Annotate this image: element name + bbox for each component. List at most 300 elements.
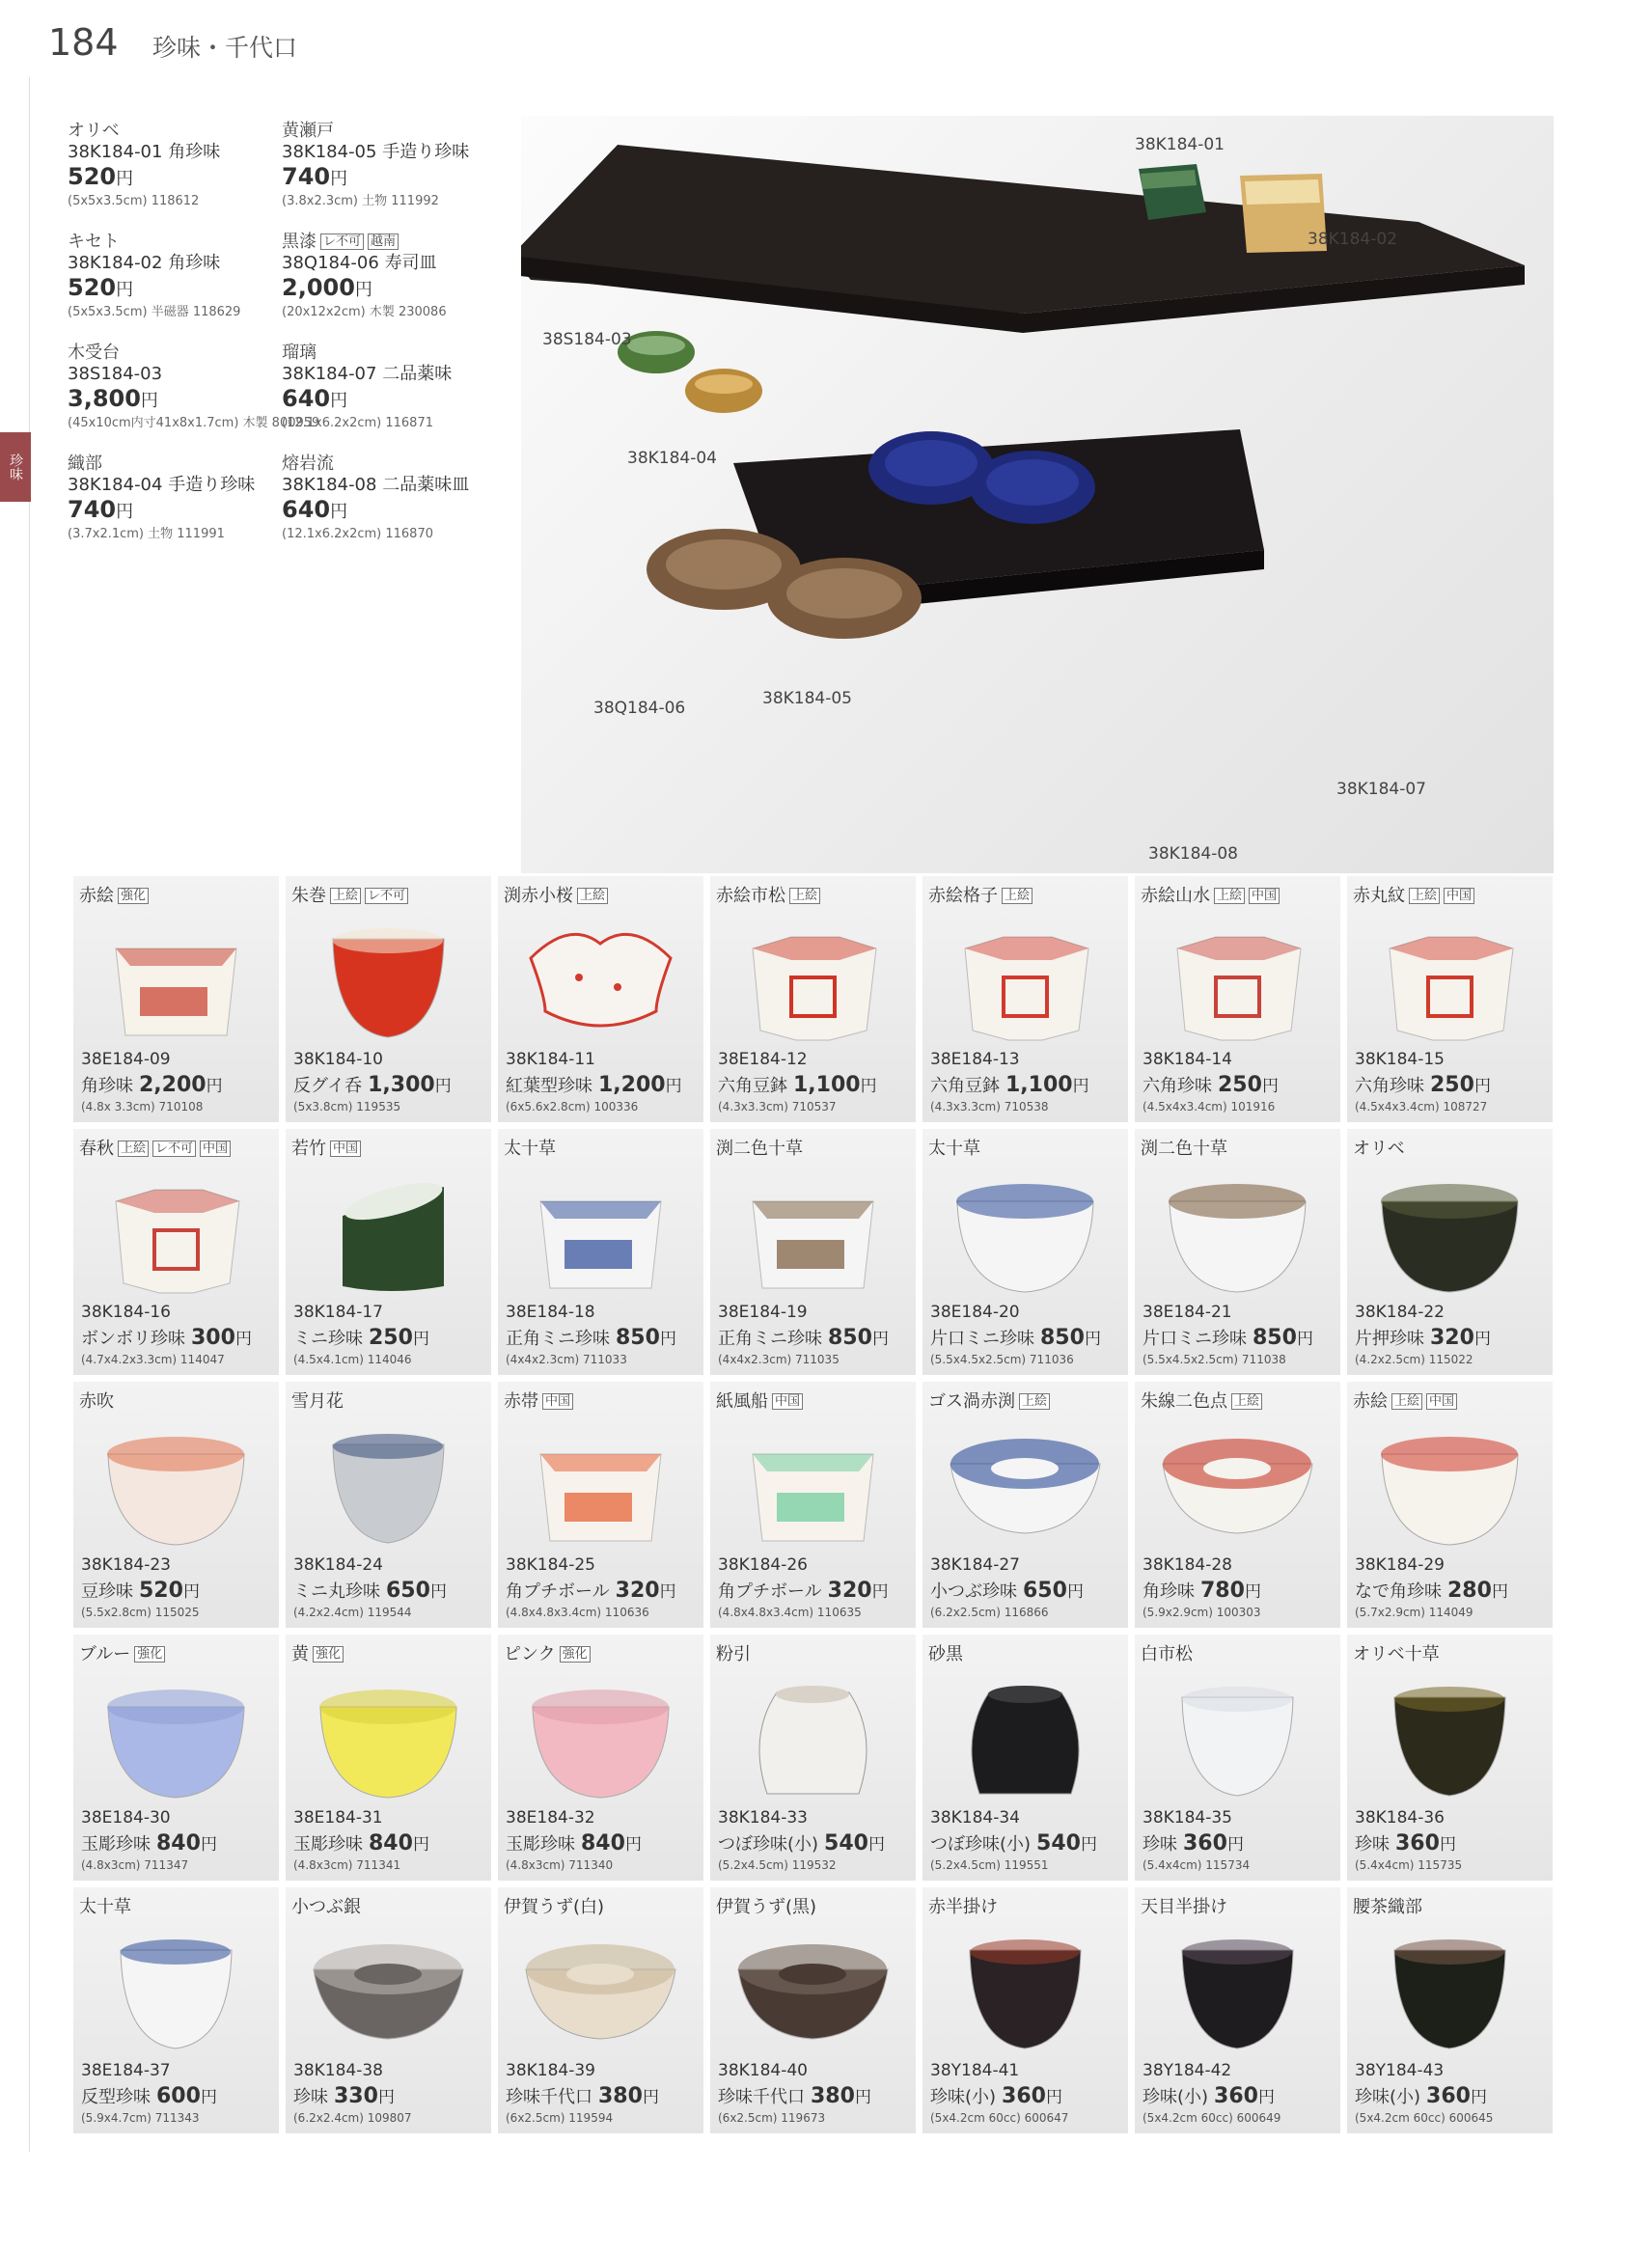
- product-code: 38K184-02: [68, 253, 163, 273]
- spec-tag: 上絵: [1214, 888, 1245, 904]
- glaze-text: 太十草: [79, 1897, 131, 1917]
- square-dish-rim: [753, 1201, 873, 1219]
- product-name: 珍味: [1355, 1834, 1390, 1855]
- product-name-line: [718, 2083, 871, 2108]
- product-name-line: [506, 1830, 642, 1855]
- price-value: 850: [616, 1326, 660, 1350]
- code-line: [68, 142, 280, 163]
- spec-tag: 上絵: [1409, 888, 1440, 904]
- square-dish-pattern: [777, 1240, 844, 1269]
- product-code: 38K184-40: [718, 2061, 808, 2080]
- product-card[interactable]: [498, 1887, 703, 2133]
- product-code: 38E184-30: [81, 1808, 171, 1828]
- price-value: 540: [824, 1831, 868, 1855]
- bowl-rim: [956, 1184, 1093, 1219]
- price-value: 840: [369, 1831, 413, 1855]
- product-code: 38E184-20: [930, 1303, 1020, 1322]
- product-card[interactable]: [1135, 1129, 1340, 1375]
- glaze-text: 粉引: [716, 1644, 751, 1664]
- spec-tag: 中国: [542, 1393, 573, 1410]
- product-name-line: [506, 1072, 682, 1097]
- product-name-line: [81, 1072, 223, 1097]
- product-code: 38K184-08: [282, 475, 377, 495]
- product-code: 38K184-15: [1355, 1050, 1445, 1069]
- product-name: 二品薬味: [382, 364, 453, 384]
- price-currency: 円: [871, 1330, 889, 1349]
- product-card[interactable]: [922, 1887, 1128, 2133]
- featured-item: [68, 121, 280, 209]
- product-code: 38K184-33: [718, 1808, 808, 1828]
- product-code: 38K184-07: [282, 364, 377, 384]
- glaze-label: [1141, 1640, 1193, 1665]
- product-name: 玉彫珍味: [81, 1834, 151, 1855]
- spec-tag: 上絵: [577, 888, 608, 904]
- product-photo: [1148, 910, 1327, 1050]
- product-card[interactable]: [286, 876, 491, 1122]
- product-card[interactable]: [498, 876, 703, 1122]
- spec-tag: 中国: [1426, 1393, 1457, 1410]
- product-name: 角珍味: [168, 142, 221, 162]
- product-card[interactable]: [286, 1887, 491, 2133]
- product-code: 38K184-05: [282, 142, 377, 162]
- product-name-line: [1143, 2083, 1275, 2108]
- glaze-text: 赤絵: [1353, 1391, 1388, 1412]
- product-card[interactable]: [498, 1382, 703, 1628]
- product-photo: [1148, 1921, 1327, 2061]
- price-currency: 円: [182, 1582, 200, 1602]
- product-spec: (20x12x2cm) 木製 230086: [282, 305, 447, 319]
- price: [282, 274, 494, 304]
- glaze-text: 黄瀬戸: [282, 121, 334, 141]
- product-name: ボンボリ珍味: [81, 1329, 185, 1349]
- product-card[interactable]: [710, 1887, 916, 2133]
- product-photo: [511, 910, 690, 1050]
- product-code: 38Y184-43: [1355, 2061, 1445, 2080]
- product-photo: [299, 1921, 478, 2061]
- product-name: 六角珍味: [1355, 1076, 1424, 1096]
- spec-tag: 強化: [118, 888, 149, 904]
- cup-rim: [1182, 1687, 1292, 1712]
- bowl-rim: [1381, 1437, 1518, 1471]
- product-code: 38K184-29: [1355, 1555, 1445, 1575]
- price: [68, 274, 280, 304]
- product-spec: (4.8x3cm) 711340: [506, 1858, 614, 1872]
- product-card[interactable]: [922, 876, 1128, 1122]
- product-card[interactable]: [286, 1382, 491, 1628]
- product-card[interactable]: [1135, 876, 1340, 1122]
- price-value: 250: [1430, 1073, 1474, 1097]
- glaze-label: [716, 1640, 751, 1665]
- product-spec: (5.9x2.9cm) 100303: [1143, 1606, 1261, 1619]
- product-spec: (3.8x2.3cm) 土物 111992: [282, 194, 439, 208]
- product-name-line: [930, 1578, 1084, 1603]
- bowl-rim: [1169, 1184, 1306, 1219]
- cup-body: [121, 1950, 232, 2048]
- product-card[interactable]: [286, 1635, 491, 1881]
- price-currency: 円: [1296, 1330, 1313, 1349]
- product-spec: (6x5.6x2.8cm) 100336: [506, 1100, 639, 1113]
- product-code: 38Q184-06: [282, 253, 379, 273]
- cup-rim: [121, 1939, 231, 1965]
- product-spec: (6x2.5cm) 119594: [506, 2111, 614, 2125]
- glaze-label: [504, 1640, 591, 1665]
- spec-tag: 上絵: [1002, 888, 1032, 904]
- lava-dish-left-inner: [666, 539, 782, 590]
- product-card[interactable]: [710, 1129, 916, 1375]
- product-name-line: [1143, 1072, 1279, 1097]
- glaze-label: [1141, 882, 1280, 907]
- price-value: 300: [191, 1326, 235, 1350]
- product-spec: (6.2x2.5cm) 116866: [930, 1606, 1049, 1619]
- product-card[interactable]: [922, 1382, 1128, 1628]
- product-card[interactable]: [1347, 1382, 1553, 1628]
- product-card[interactable]: [1347, 1887, 1553, 2133]
- photo-label: 38K184-02: [1308, 230, 1397, 249]
- product-photo: [299, 1668, 478, 1808]
- product-name: 珍味千代口: [506, 2087, 592, 2107]
- product-card[interactable]: [286, 1129, 491, 1375]
- product-name-line: [81, 2083, 217, 2108]
- glaze-text: 赤帯: [504, 1391, 538, 1412]
- cup-rim: [333, 1434, 443, 1459]
- glaze-text: 渕二色十草: [1141, 1139, 1227, 1159]
- featured-item: [282, 454, 494, 542]
- glaze-label: [928, 1388, 1050, 1413]
- glaze-label: [68, 454, 280, 475]
- sidebar-tab[interactable]: 珍味: [0, 432, 31, 502]
- price-currency: 円: [1470, 2088, 1487, 2107]
- product-card[interactable]: [710, 1635, 916, 1881]
- product-name: 六角珍味: [1143, 1076, 1212, 1096]
- glaze-label: [68, 232, 280, 253]
- product-code: 38E184-19: [718, 1303, 808, 1322]
- glaze-text: 天目半掛け: [1141, 1897, 1227, 1917]
- product-name: 珍味(小): [930, 2087, 997, 2107]
- price-value: 360: [1214, 2084, 1258, 2108]
- cup-body: [333, 939, 444, 1037]
- price-currency: 円: [434, 1077, 452, 1096]
- product-code: 38K184-16: [81, 1303, 171, 1322]
- glaze-text: 伊賀うず(白): [504, 1897, 605, 1917]
- product-card[interactable]: [498, 1129, 703, 1375]
- price-value: 520: [139, 1579, 183, 1603]
- price-value: 840: [581, 1831, 625, 1855]
- product-photo: [724, 1921, 902, 2061]
- product-card[interactable]: [73, 1887, 279, 2133]
- price-value: 520: [68, 274, 117, 301]
- cup-body: [1394, 1950, 1505, 2048]
- product-spec: (6.2x2.4cm) 109807: [293, 2111, 412, 2125]
- glaze-label: [282, 454, 494, 475]
- spec-tag: 中国: [200, 1141, 231, 1157]
- product-photo: [87, 910, 265, 1050]
- product-spec: (5.4x4cm) 115734: [1143, 1858, 1251, 1872]
- price-value: 330: [334, 2084, 378, 2108]
- product-spec: (5.4x4cm) 115735: [1355, 1858, 1463, 1872]
- glaze-text: 朱巻: [291, 886, 326, 906]
- price: [282, 163, 494, 193]
- product-code: 38K184-35: [1143, 1808, 1232, 1828]
- product-photo: [724, 1668, 902, 1808]
- glaze-text: 瑠璃: [282, 343, 317, 363]
- glaze-text: 赤絵山水: [1141, 886, 1210, 906]
- glaze-text: オリベ: [1353, 1139, 1405, 1159]
- price-currency: 円: [429, 1582, 447, 1602]
- kizeto-cup-rim: [695, 374, 753, 394]
- price-value: 740: [282, 163, 331, 190]
- glaze-text: ピンク: [504, 1644, 556, 1664]
- product-card[interactable]: [73, 876, 279, 1122]
- price-value: 320: [1430, 1326, 1474, 1350]
- shallow-bowl-center: [779, 1964, 846, 1985]
- product-name-line: [293, 2083, 395, 2108]
- product-spec: (5x5x3.5cm) 半磁器 118629: [68, 305, 241, 319]
- price-value: 640: [282, 385, 331, 412]
- product-code: 38E184-37: [81, 2061, 171, 2080]
- price-currency: 円: [412, 1835, 429, 1855]
- featured-photo-art: [521, 116, 1554, 873]
- product-photo: [936, 910, 1115, 1050]
- product-card[interactable]: [922, 1635, 1128, 1881]
- product-name-line: [718, 1578, 889, 1603]
- photo-label: 38K184-05: [762, 689, 852, 708]
- glaze-label: [291, 1893, 361, 1918]
- price-currency: 円: [1491, 1582, 1508, 1602]
- price-value: 840: [156, 1831, 201, 1855]
- product-card[interactable]: [73, 1129, 279, 1375]
- photo-label: 38K184-01: [1135, 135, 1225, 154]
- product-name: 反型珍味: [81, 2087, 151, 2107]
- glaze-label: [928, 1135, 980, 1160]
- glaze-label: [1353, 1388, 1457, 1413]
- product-code: 38E184-13: [930, 1050, 1020, 1069]
- product-card[interactable]: [710, 1382, 916, 1628]
- price: [68, 163, 280, 193]
- cup-rim: [1394, 1687, 1504, 1712]
- price-currency: 円: [1244, 1582, 1261, 1602]
- glaze-label: [291, 882, 408, 907]
- product-card[interactable]: [710, 876, 916, 1122]
- product-spec: (4.5x4x3.4cm) 108727: [1355, 1100, 1488, 1113]
- product-name-line: [293, 1578, 447, 1603]
- glaze-label: [79, 1388, 114, 1413]
- price-value: 780: [1200, 1579, 1245, 1603]
- photo-label: 38Q184-06: [593, 699, 686, 718]
- price-value: 650: [386, 1579, 430, 1603]
- product-name-line: [930, 1072, 1089, 1097]
- spec-tag: 上絵: [1019, 1393, 1050, 1410]
- product-card[interactable]: [1347, 1635, 1553, 1881]
- product-spec: (5.2x4.5cm) 119551: [930, 1858, 1049, 1872]
- glaze-text: 雪月花: [291, 1391, 344, 1412]
- product-name: つぼ珍味(小): [930, 1834, 1032, 1855]
- product-photo: [1361, 1163, 1539, 1303]
- product-code: 38K184-14: [1143, 1050, 1232, 1069]
- spec-tag: 上絵: [118, 1141, 149, 1157]
- square-dish-pattern: [140, 987, 207, 1016]
- sidebar-rule: [29, 77, 30, 2152]
- price-currency: 円: [1226, 1835, 1244, 1855]
- glaze-label: [928, 882, 1032, 907]
- product-name: 角珍味: [81, 1076, 133, 1096]
- glaze-label: [716, 882, 820, 907]
- price-currency: 円: [330, 391, 348, 411]
- price-value: 250: [369, 1326, 413, 1350]
- product-card[interactable]: [1347, 876, 1553, 1122]
- product-spec: (4.8x 3.3cm) 710108: [81, 1100, 204, 1113]
- featured-photo: [521, 116, 1554, 873]
- product-code: 38E184-09: [81, 1050, 171, 1069]
- product-spec: (3.7x2.1cm) 土物 111991: [68, 527, 225, 541]
- product-name: 小つぶ珍味: [930, 1581, 1017, 1602]
- glaze-text: 赤絵: [79, 886, 114, 906]
- product-card[interactable]: [1347, 1129, 1553, 1375]
- product-spec: (4.8x4.8x3.4cm) 110635: [718, 1606, 862, 1619]
- product-photo: [1361, 1921, 1539, 2061]
- product-photo: [724, 910, 902, 1050]
- product-card[interactable]: [1135, 1382, 1340, 1628]
- price: [282, 385, 494, 415]
- product-photo: [511, 1668, 690, 1808]
- product-photo: [724, 1416, 902, 1555]
- price-value: 360: [1183, 1831, 1227, 1855]
- product-name-line: [1143, 1830, 1244, 1855]
- price-value: 320: [615, 1579, 660, 1603]
- product-card[interactable]: [498, 1635, 703, 1881]
- product-spec: (5x4.2cm 60cc) 600647: [930, 2111, 1069, 2125]
- glaze-text: 伊賀うず(黒): [716, 1897, 817, 1917]
- price-currency: 円: [1045, 2088, 1062, 2107]
- product-card[interactable]: [73, 1635, 279, 1881]
- product-spec: (5.5x2.8cm) 115025: [81, 1606, 200, 1619]
- price-currency: 円: [665, 1077, 682, 1096]
- product-name: ミニ丸珍味: [293, 1581, 380, 1602]
- product-card[interactable]: [73, 1382, 279, 1628]
- price-value: 360: [1426, 2084, 1471, 2108]
- product-photo: [299, 1163, 478, 1303]
- product-code: 38E184-18: [506, 1303, 595, 1322]
- glaze-label: [291, 1135, 361, 1160]
- product-code: 38K184-34: [930, 1808, 1020, 1828]
- featured-item: [68, 454, 280, 542]
- glaze-text: 若竹: [291, 1139, 326, 1159]
- product-code: 38Y184-42: [1143, 2061, 1232, 2080]
- glaze-text: 熔岩流: [282, 454, 334, 474]
- product-name: 二品薬味皿: [382, 475, 470, 495]
- code-line: [282, 253, 494, 274]
- product-card[interactable]: [1135, 1635, 1340, 1881]
- product-photo: [299, 910, 478, 1050]
- product-name: 紅葉型珍味: [506, 1076, 592, 1096]
- price-currency: 円: [1257, 2088, 1275, 2107]
- price-currency: 円: [1473, 1330, 1491, 1349]
- product-name: 珍味千代口: [718, 2087, 805, 2107]
- product-spec: (5.5x4.5x2.5cm) 711036: [930, 1353, 1074, 1366]
- product-photo: [1148, 1163, 1327, 1303]
- product-name-line: [718, 1072, 877, 1097]
- glaze-label: [79, 1893, 131, 1918]
- product-name-line: [1143, 1578, 1261, 1603]
- product-name-line: [81, 1325, 252, 1350]
- product-name: 六角豆鉢: [718, 1076, 787, 1096]
- price-currency: 円: [1473, 1077, 1491, 1096]
- spec-tag: 強化: [134, 1646, 165, 1663]
- spec-tag: 上絵: [789, 888, 820, 904]
- bowl-rim: [319, 1690, 456, 1724]
- price-currency: 円: [1084, 1330, 1101, 1349]
- product-name: 角珍味: [1143, 1581, 1195, 1602]
- product-photo: [87, 1921, 265, 2061]
- glaze-label: [716, 1388, 803, 1413]
- glaze-label: [1353, 882, 1474, 907]
- product-photo: [299, 1416, 478, 1555]
- product-code: 38E184-31: [293, 1808, 383, 1828]
- photo-label: 38S184-03: [542, 330, 632, 349]
- price-currency: 円: [354, 280, 372, 300]
- square-dish-pattern: [564, 1493, 632, 1522]
- glaze-text: 小つぶ銀: [291, 1897, 361, 1917]
- cup-body: [1182, 1950, 1293, 2048]
- price-value: 850: [1040, 1326, 1085, 1350]
- product-name-line: [1355, 2083, 1487, 2108]
- product-spec: (4.8x4.8x3.4cm) 110636: [506, 1606, 649, 1619]
- shallow-bowl-center: [1203, 1458, 1271, 1479]
- product-name: 手造り珍味: [168, 475, 256, 495]
- glaze-label: [282, 343, 494, 364]
- product-name: つぼ珍味(小): [718, 1834, 819, 1855]
- product-photo: [1148, 1668, 1327, 1808]
- price-value: 360: [1002, 2084, 1046, 2108]
- product-name: 正角ミニ珍味: [718, 1329, 822, 1349]
- product-photo: [1361, 910, 1539, 1050]
- square-dish-rim: [540, 1201, 661, 1219]
- photo-label: 38K184-07: [1336, 780, 1426, 799]
- photo-label: 38K184-04: [627, 449, 717, 468]
- price-currency: 円: [200, 1835, 217, 1855]
- price-currency: 円: [206, 1077, 223, 1096]
- cup-body: [333, 1444, 444, 1543]
- product-photo: [936, 1668, 1115, 1808]
- product-name-line: [930, 2083, 1062, 2108]
- price-currency: 円: [854, 2088, 871, 2107]
- product-name-line: [1355, 1578, 1508, 1603]
- square-dish-pattern: [777, 1493, 844, 1522]
- spec-tag: 中国: [772, 1393, 803, 1410]
- price-currency: 円: [871, 1582, 889, 1602]
- photo-label: 38K184-08: [1148, 844, 1238, 864]
- glaze-label: [68, 121, 280, 142]
- product-card[interactable]: [922, 1129, 1128, 1375]
- glaze-text: オリベ十草: [1353, 1644, 1440, 1664]
- glaze-label: [1141, 1893, 1227, 1918]
- spec-tag: レ不可: [152, 1141, 196, 1157]
- price-currency: 円: [116, 280, 134, 300]
- price-currency: 円: [330, 502, 348, 522]
- price-value: 250: [1218, 1073, 1262, 1097]
- ruri-dish-right-inner: [986, 459, 1079, 506]
- glaze-text: 砂黒: [928, 1644, 963, 1664]
- product-card[interactable]: [1135, 1887, 1340, 2133]
- spec-tag: 中国: [1249, 888, 1280, 904]
- glaze-label: [1141, 1135, 1227, 1160]
- price-value: 540: [1036, 1831, 1081, 1855]
- cup-body: [970, 1950, 1081, 2048]
- price: [68, 496, 280, 526]
- product-spec: (12.1x6.2x2cm) 116871: [282, 416, 433, 430]
- product-name: 珍味: [1143, 1834, 1177, 1855]
- price-value: 650: [1023, 1579, 1067, 1603]
- glaze-text: 黒漆: [282, 232, 317, 252]
